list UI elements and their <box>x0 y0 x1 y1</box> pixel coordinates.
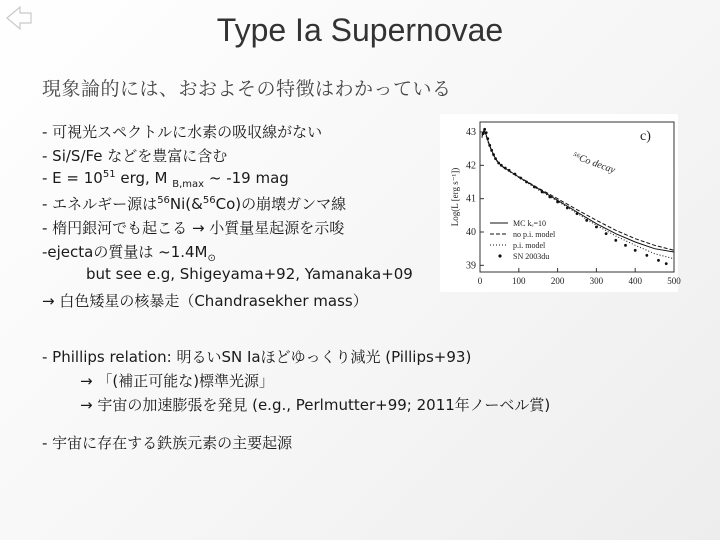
legend-label: p.i. model <box>513 241 546 250</box>
data-point <box>533 186 536 189</box>
text-part: Co)の崩壊ガンマ線 <box>215 195 347 213</box>
light-curve-chart <box>440 114 681 292</box>
data-point <box>634 249 637 252</box>
data-point <box>508 169 511 172</box>
text-part: ~ -19 mag <box>204 169 289 187</box>
x-tick-label: 300 <box>589 276 604 286</box>
data-point <box>576 212 579 215</box>
data-point <box>514 173 517 176</box>
x-tick-label: 500 <box>667 276 681 286</box>
data-point <box>605 232 608 235</box>
subscript: ⊙ <box>207 253 216 264</box>
data-point <box>556 201 559 204</box>
x-tick-label: 200 <box>550 276 565 286</box>
data-point <box>519 177 522 180</box>
data-point <box>585 219 588 222</box>
data-point <box>497 162 500 165</box>
data-point <box>504 167 507 170</box>
data-point <box>645 254 648 257</box>
y-axis-label: Log(L [erg s⁻¹]) <box>450 167 460 227</box>
light-curve-figure <box>440 114 681 292</box>
text-part: - E = 10 <box>42 169 103 187</box>
data-point <box>486 137 489 140</box>
plot-frame <box>480 122 674 272</box>
x-tick-label: 100 <box>512 276 526 286</box>
bullet-line: - Si/S/Fe などを豊富に含む <box>42 147 228 165</box>
superscript: 51 <box>102 169 116 180</box>
data-point <box>525 181 528 184</box>
data-point <box>490 149 493 152</box>
data-point <box>500 164 503 167</box>
slide-title: Type Ia Supernovae <box>216 12 504 48</box>
subscript: B,max <box>172 179 205 190</box>
data-point <box>483 128 486 131</box>
superscript: 56 <box>202 195 216 206</box>
data-point <box>482 132 485 135</box>
legend-swatch <box>498 254 501 257</box>
text-part: -ejectaの質量は ~1.4M <box>42 243 208 261</box>
bullet-line <box>42 241 216 264</box>
data-point <box>595 226 598 229</box>
bullet-line: - Phillips relation: 明るいSN Iaほどゆっくり減光 (Pillips+93) <box>42 348 472 366</box>
y-tick-label: 43 <box>466 127 476 138</box>
bullet-line: but see e.g, Shigeyama+92, Yamanaka+09 <box>86 265 413 283</box>
y-tick-label: 40 <box>466 227 476 238</box>
legend-label: SN 2003du <box>513 252 550 261</box>
data-point <box>566 207 569 210</box>
data-point <box>494 157 497 160</box>
text-part: erg, M <box>115 169 173 187</box>
bullet-line: → 宇宙の加速膨張を発見 (e.g., Perlmutter+99; 2011年ノーベル賞) <box>80 396 551 414</box>
bullet-line: → 「(補正可能な)標準光源」 <box>80 372 275 390</box>
slide-subtitle: 現象論的には、おおよその特徴はわかっている <box>42 78 452 100</box>
bullet-line: → 白色矮星の核暴走（Chandrasekher mass） <box>42 292 368 310</box>
legend-label: no p.i. model <box>513 230 556 239</box>
legend-label: MC kₑ=10 <box>513 219 547 228</box>
bullet-line: - 宇宙に存在する鉄族元素の主要起源 <box>42 434 293 452</box>
data-point <box>485 131 488 134</box>
data-point <box>665 262 668 265</box>
x-tick-label: 0 <box>477 276 483 286</box>
text-part: - エネルギー源は <box>42 195 158 213</box>
bullet-line <box>42 193 346 214</box>
x-tick-label: 400 <box>628 276 642 286</box>
bullet-line <box>42 169 289 190</box>
data-point <box>488 144 491 147</box>
data-point <box>657 259 660 262</box>
y-tick-label: 41 <box>466 193 476 205</box>
superscript: 56 <box>157 195 170 206</box>
bullet-line: - 可視光スペクトルに水素の吸収線がない <box>42 123 323 141</box>
decay-annotation: ⁵⁶Co decay <box>570 150 617 177</box>
text-part: Ni(& <box>169 195 203 213</box>
bullet-line: - 楕円銀河でも起こる → 小質量星起源を示唆 <box>42 219 345 237</box>
y-tick-label: 42 <box>466 160 476 172</box>
data-point <box>548 196 551 199</box>
panel-label: c) <box>640 129 651 144</box>
data-point <box>492 153 495 156</box>
data-point <box>541 191 544 194</box>
y-tick-label: 39 <box>466 260 476 272</box>
data-point <box>624 244 627 247</box>
data-point <box>614 239 617 242</box>
